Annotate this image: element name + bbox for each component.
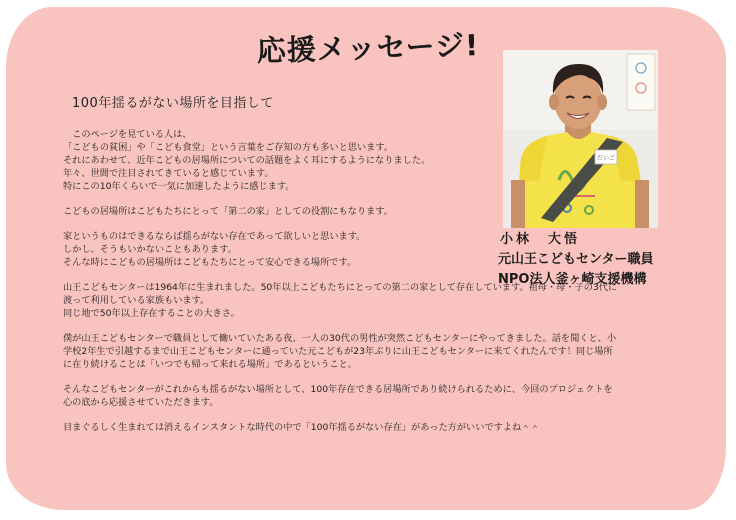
message-line: 目まぐるしく生まれては消えるインスタントな時代の中で「100年揺るがない存在」があった方がいいですよね＾＾ (63, 422, 540, 433)
message-line: 特にこの10年くらいで一気に加速したように感じます。 (63, 181, 295, 192)
message-line: 年々、世間で注目されてきていると感じています。 (63, 168, 274, 179)
message-line: 山王こどもセンターは1964年に生まれました。50年以上こどもたちにとっての第二の家として存在しています。祖母・母・子の3代に (63, 282, 618, 293)
name-tag-text: だいご (596, 155, 616, 162)
message-line: 僕が山王こどもセンターで職員として働いていたある夜、一人の30代の男性が突然こどもセンターにやってきました。話を聞くと、小 (63, 333, 617, 344)
message-line: それにあわせて、近年こどもの居場所についての話題をよく耳にするようになりました。 (63, 155, 431, 166)
message-line: 家というものはできるならば揺らがない存在であって欲しいと思います。 (63, 231, 366, 242)
profile-affiliation-former: 元山王こどもセンター職員 (498, 252, 654, 267)
page-title: 応援メッセージ! (256, 28, 480, 68)
message-paragraph-6 (63, 383, 695, 409)
profile-photo (503, 50, 658, 228)
message-line: こどもの居場所はこどもたちにとって「第二の家」としての役割にもなります。 (63, 206, 393, 217)
profile-affiliation-current: NPO法人釜ヶ崎支援機構 (498, 272, 647, 287)
profile-name: 小林 大悟 (500, 232, 581, 247)
message-line: そんな時にこどもの居場所はこどもたちにとって安心できる場所です。 (63, 257, 357, 268)
message-line: しかし、そうもいかないこともあります。 (63, 244, 237, 255)
message-line: 同じ地で50年以上存在することの大きさ。 (63, 308, 240, 319)
message-line: 渡って利用している家族もいます。 (63, 295, 210, 306)
message-paragraph-5 (63, 332, 695, 371)
message-heading: 100年揺るがない場所を目指して (72, 96, 274, 111)
message-paragraph-7 (63, 421, 695, 434)
message-line: 心の底から応援させていただきます。 (63, 397, 219, 408)
message-line: に在り続けることは「いつでも帰って来れる場所」であるということ。 (63, 359, 357, 370)
message-line: このページを見ている人は、 (63, 129, 192, 140)
message-line: 「こどもの貧困」や「こども食堂」という言葉をご存知の方も多いと思います。 (63, 142, 394, 153)
message-line: 学校2年生で引越するまで山王こどもセンターに通っていた元こどもが23年ぶりに山王こどもセンターに来てくれたんです！同じ場所 (63, 346, 613, 357)
profile (498, 230, 653, 290)
message-line: そんなこどもセンターがこれからも揺るがない場所として、100年存在できる居場所であり続けられるために、今回のプロジェクトを (63, 384, 613, 395)
